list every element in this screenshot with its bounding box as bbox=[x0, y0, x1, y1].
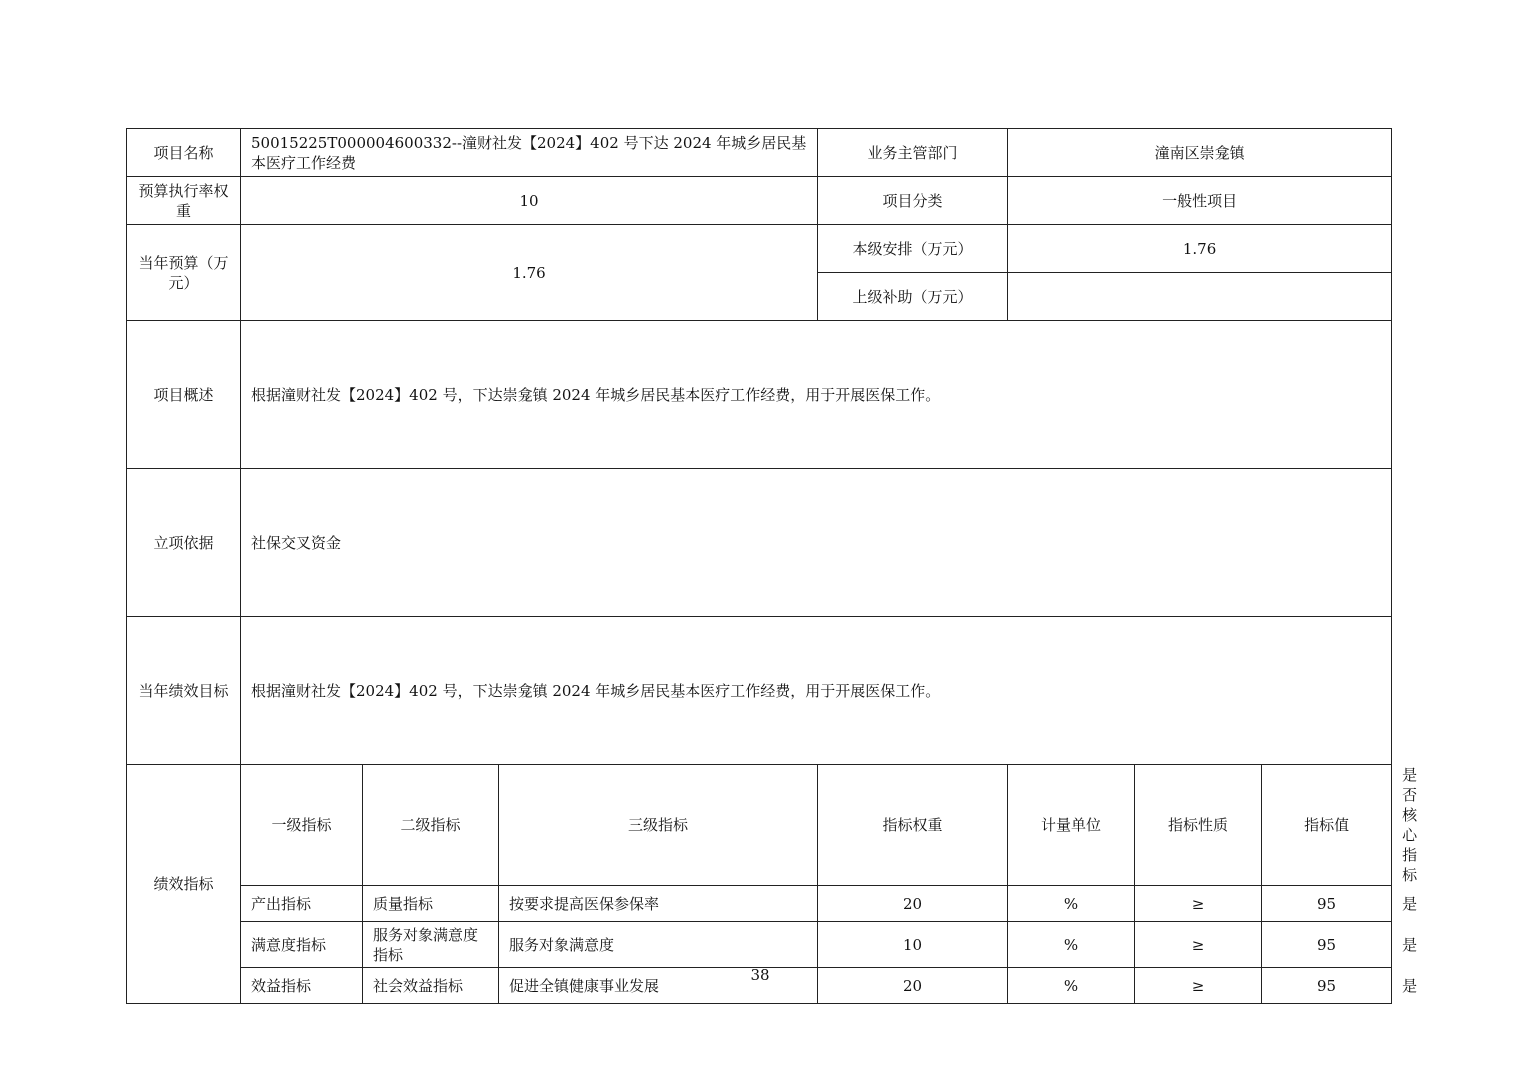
table-row: 效益指标 社会效益指标 促进全镇健康事业发展 20 % ≥ 95 是 bbox=[127, 968, 1392, 1004]
basis-value: 社保交叉资金 bbox=[241, 469, 1392, 617]
perf-level1: 效益指标 bbox=[241, 968, 363, 1004]
perf-unit: % bbox=[1008, 968, 1135, 1004]
dept-label: 业务主管部门 bbox=[818, 129, 1008, 177]
table-row: 产出指标 质量指标 按要求提高医保参保率 20 % ≥ 95 是 bbox=[127, 886, 1392, 922]
local-funding-label: 本级安排（万元） bbox=[818, 225, 1008, 273]
perf-header: 一级指标 bbox=[241, 765, 363, 886]
exec-weight-value: 10 bbox=[241, 177, 818, 225]
perf-value: 95 bbox=[1262, 968, 1392, 1004]
perf-unit: % bbox=[1008, 922, 1135, 968]
perf-level2: 服务对象满意度指标 bbox=[363, 922, 499, 968]
perf-value: 95 bbox=[1262, 922, 1392, 968]
perf-header: 三级指标 bbox=[499, 765, 818, 886]
budget-value: 1.76 bbox=[241, 225, 818, 321]
exec-weight-label: 预算执行率权重 bbox=[127, 177, 241, 225]
perf-value: 95 bbox=[1262, 886, 1392, 922]
perf-header: 指标性质 bbox=[1135, 765, 1262, 886]
perf-weight: 10 bbox=[818, 922, 1008, 968]
perf-level3: 按要求提高医保参保率 bbox=[499, 886, 818, 922]
perf-indicators-label: 绩效指标 bbox=[127, 765, 241, 1004]
upper-subsidy-value bbox=[1008, 273, 1392, 321]
project-performance-table: 项目名称 50015225T000004600332--潼财社发【2024】402 号下达 2024 年城乡居民基本医疗工作经费 业务主管部门 潼南区崇龛镇 预算执行率权重 10 项目分类 一般性项目 当年预算（万元） 1.76 本级安排（万元） 1.76 上级补助（万元） 项目概述 根据潼财社发【2024】402 号，下达崇龛镇 2024 年城乡居民基本医疗工作经费，用于开展医保工作。 立项依据 社保交叉资金 当年绩效目标 根据潼财社发【2024】402 号，下达崇龛镇 2024 年城乡居民基本医疗工作经费，用于开展医保工作。 绩效指标 一级指标 二级指标 三级指标 指标权重 计量单位 指标性质 指标值 是否核心指标 产出指标 质量指标 按要求提高医保参保率 20 % ≥ 95 是 满意度指标 服务对象满意度指标 服务对象满意度 10 % ≥ 95 是 效益指标 社会效益指标 促进全镇健康事业发展 20 % ≥ 95 是 bbox=[126, 128, 1392, 1004]
perf-weight: 20 bbox=[818, 968, 1008, 1004]
perf-nature: ≥ bbox=[1135, 968, 1262, 1004]
perf-nature: ≥ bbox=[1135, 922, 1262, 968]
page-number: 38 bbox=[750, 966, 770, 984]
perf-level3: 服务对象满意度 bbox=[499, 922, 818, 968]
table-row: 满意度指标 服务对象满意度指标 服务对象满意度 10 % ≥ 95 是 bbox=[127, 922, 1392, 968]
project-name-label: 项目名称 bbox=[127, 129, 241, 177]
perf-header: 二级指标 bbox=[363, 765, 499, 886]
goal-value: 根据潼财社发【2024】402 号，下达崇龛镇 2024 年城乡居民基本医疗工作经费，用于开展医保工作。 bbox=[241, 617, 1392, 765]
perf-unit: % bbox=[1008, 886, 1135, 922]
perf-nature: ≥ bbox=[1135, 886, 1262, 922]
perf-level2: 社会效益指标 bbox=[363, 968, 499, 1004]
project-name-value: 50015225T000004600332--潼财社发【2024】402 号下达 2024 年城乡居民基本医疗工作经费 bbox=[241, 129, 818, 177]
perf-level1: 满意度指标 bbox=[241, 922, 363, 968]
category-label: 项目分类 bbox=[818, 177, 1008, 225]
upper-subsidy-label: 上级补助（万元） bbox=[818, 273, 1008, 321]
local-funding-value: 1.76 bbox=[1008, 225, 1392, 273]
perf-level2: 质量指标 bbox=[363, 886, 499, 922]
perf-header: 指标值 bbox=[1262, 765, 1392, 886]
overview-label: 项目概述 bbox=[127, 321, 241, 469]
perf-header: 指标权重 bbox=[818, 765, 1008, 886]
goal-label: 当年绩效目标 bbox=[127, 617, 241, 765]
basis-label: 立项依据 bbox=[127, 469, 241, 617]
category-value: 一般性项目 bbox=[1008, 177, 1392, 225]
perf-level3: 促进全镇健康事业发展 bbox=[499, 968, 818, 1004]
overview-value: 根据潼财社发【2024】402 号，下达崇龛镇 2024 年城乡居民基本医疗工作经费，用于开展医保工作。 bbox=[241, 321, 1392, 469]
dept-value: 潼南区崇龛镇 bbox=[1008, 129, 1392, 177]
perf-header: 计量单位 bbox=[1008, 765, 1135, 886]
perf-weight: 20 bbox=[818, 886, 1008, 922]
perf-level1: 产出指标 bbox=[241, 886, 363, 922]
budget-label: 当年预算（万元） bbox=[127, 225, 241, 321]
